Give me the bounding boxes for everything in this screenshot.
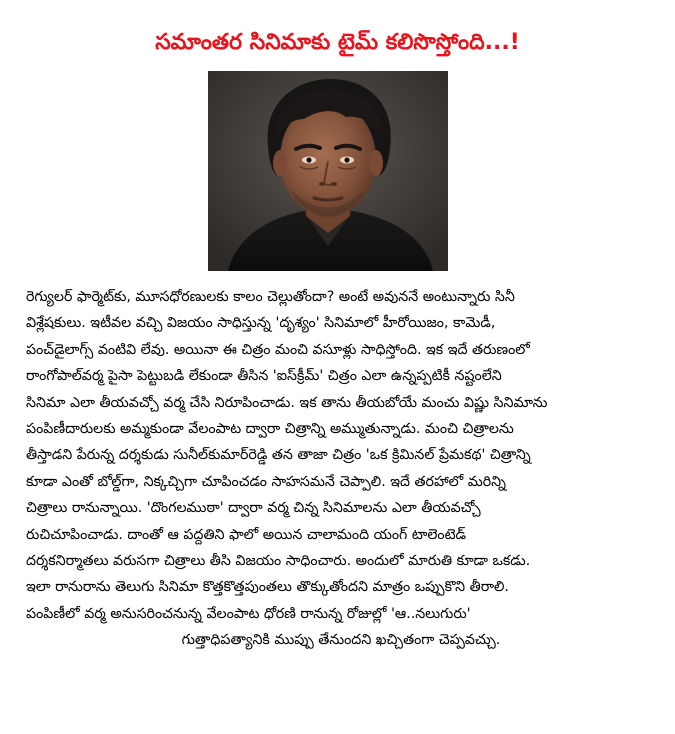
body-line: ఇలా రానురాను తెలుగు సినిమా కొత్తకొత్తపుంతలు తొక్కుతోందని మాత్రం ఒప్పుకొని తీరాలి. bbox=[26, 579, 509, 596]
body-line: చిత్రాలు రానున్నాయి. 'దొంగలముఠా' ద్వారా వర్మ చిన్న సినిమాలను ఎలా తీయవచ్చో bbox=[26, 500, 481, 517]
headline: సమాంతర సినిమాకు టైమ్ కలిసొస్తోంది...! bbox=[155, 30, 520, 55]
article-body bbox=[26, 284, 656, 654]
body-line: విశ్లేషకులు. ఇటీవల వచ్చి విజయం సాధిస్తున్న 'దృశ్యం' సినిమాలో హీరోయిజం, కామెడీ, bbox=[26, 315, 496, 332]
body-line: సినిమా ఎలా తీయవచ్చో వర్మ చేసి నిరూపించాడు. ఇక తాను తీయబోయే మంచు విష్ణు సినిమాను bbox=[26, 394, 548, 411]
body-line: గుత్తాధిపత్యానికి ముప్పు తేనుందని ఖచ్చితంగా చెప్పవచ్చు. bbox=[181, 632, 501, 649]
portrait-photo-image bbox=[208, 71, 448, 271]
body-line: కూడా ఎంతో బోల్డ్‌గా, నిక్కచ్చిగా చూపించడం సాహసమనే చెప్పాలి. ఇదే తరహాలో మరిన్ని bbox=[26, 473, 506, 490]
body-line: పంపిణీలో వర్మ అనుసరించనున్న వేలంపాట ధోరణి రానున్న రోజుల్లో 'ఆ..నలుగురు' bbox=[26, 605, 471, 622]
body-line: తీస్తాడని పేరున్న దర్శకుడు సునీల్‌కుమార్‌రెడ్డి తన తాజా చిత్రం 'ఒక క్రిమినల్ ప్రేమకథ' చిత్రాన్ని bbox=[26, 447, 531, 464]
body-line: పంపిణీదారులకు అమ్మకుండా వేలంపాట ద్వారా చిత్రాన్ని అమ్ముతున్నాడు. మంచి చిత్రాలను bbox=[26, 421, 514, 438]
body-line: దర్శకనిర్మాతలు వరుసగా చిత్రాలు తీసి విజయం సాధించారు. అందులో మారుతి కూడా ఒకడు. bbox=[26, 553, 531, 570]
portrait-photo bbox=[208, 71, 448, 271]
body-line: రుచిచూపించాడు. దాంతో ఆ పద్దతిని ఫాలో అయిన చాలామంది యంగ్ టాలెంటెడ్ bbox=[26, 526, 467, 543]
body-line: రెగ్యులర్ ఫార్మెట్‌కు, మూసధోరణులకు కాలం చెల్లుతోందా? అంటే అవుననే అంటున్నారు సినీ bbox=[26, 289, 515, 305]
body-line: రాంగోపాల్‌వర్మ పైసా పెట్టుబడి లేకుండా తీసిన 'ఐస్‌క్రీమ్' చిత్రం ఎలా ఉన్నప్పటికీ నష్టంలేని bbox=[26, 368, 502, 385]
body-line: పంచ్‌డైలాగ్స్ వంటివి లేవు. అయినా ఈ చిత్రం మంచి వసూళ్లు సాధిస్తోంది. ఇక ఇదే తరుణంలో bbox=[26, 341, 530, 358]
